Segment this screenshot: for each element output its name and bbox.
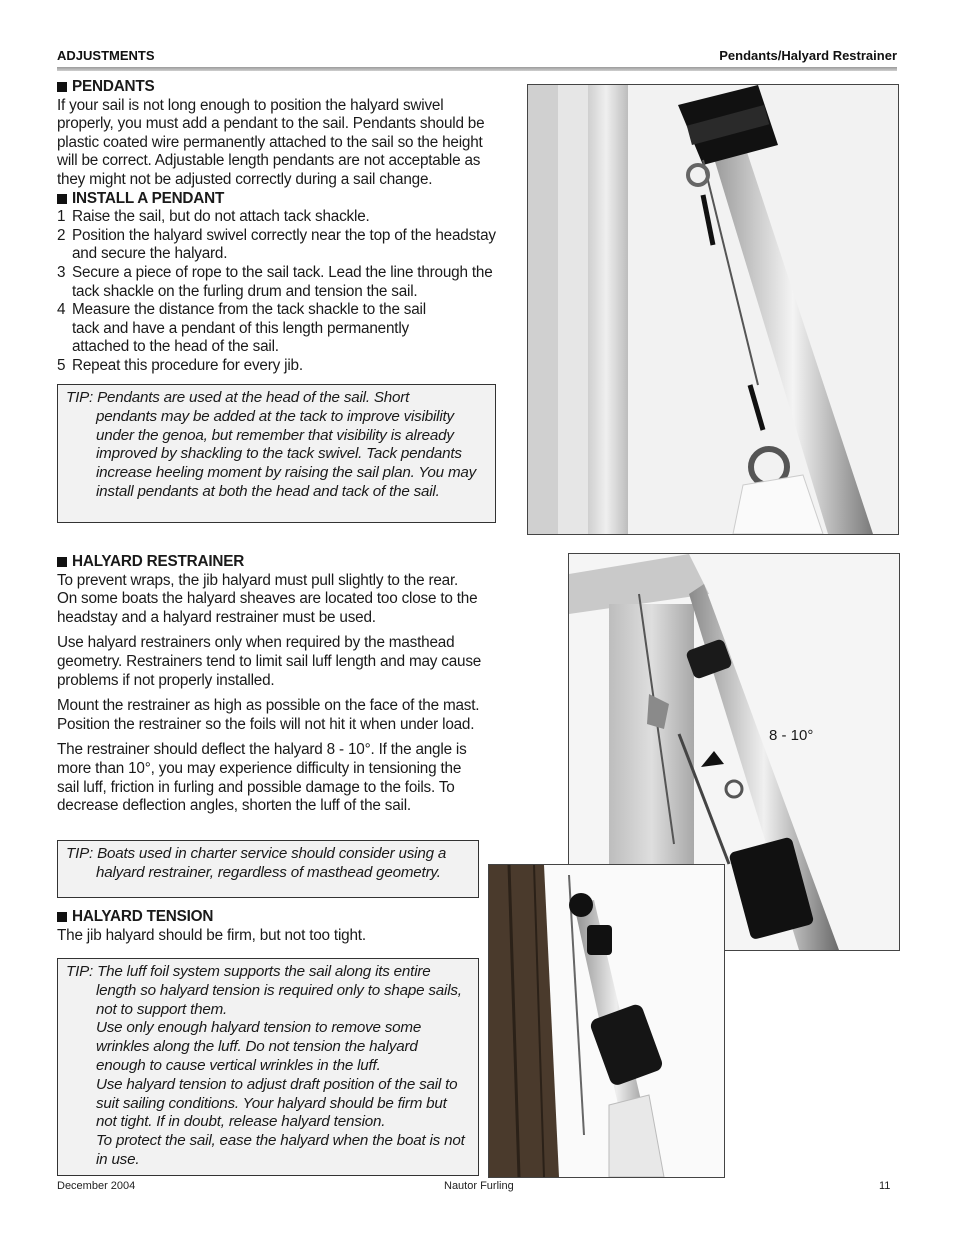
topic-header: Pendants/Halyard Restrainer xyxy=(719,48,897,63)
restrainer-closeup-photo xyxy=(488,864,725,1178)
install-steps xyxy=(57,208,497,375)
tension-heading: HALYARD TENSION xyxy=(57,908,482,927)
install-step: 5 Repeat this procedure for every jib. xyxy=(57,356,303,374)
tip-tension: TIP: The luff foil system supports the sail along its entire length so halyard tension is required only to shape sails, not to support them. Use only enough halyard tension to remove some wrinkles along the luff. Do not tension the halyard enough to cause vertical wrinkles in the luff. Use halyard tension to adjust draft position of the sail to suit sailing conditions. Your halyard should be firm but not tight. If in doubt, release halyard tension. To protect the sail, ease the halyard when the boat is not in use. xyxy=(57,958,479,1176)
restrainer-p1: To prevent wraps, the jib halyard must pull slightly to the rear. On some boats the halyard sheaves are located too close to the headstay and a halyard restrainer must be used. xyxy=(57,571,478,626)
install-step: 4 Measure the distance from the tack shackle to the sail tack and have a pendant of this length permanently attached to the head of the sail. xyxy=(57,301,426,356)
install-heading: INSTALL A PENDANT xyxy=(57,190,497,209)
footer-date: December 2004 xyxy=(57,1180,136,1192)
footer-title: Nautor Furling xyxy=(444,1180,514,1192)
restrainer-p2: Use halyard restrainers only when required by the masthead geometry. Restrainers tend to limit sail luff length and may cause problems if not properly installed. xyxy=(57,634,482,689)
tension-body: The jib halyard should be firm, but not too tight. xyxy=(57,926,366,944)
restrainer-heading: HALYARD RESTRAINER xyxy=(57,553,482,572)
install-step: 1 Raise the sail, but do not attach tack shackle. xyxy=(57,208,370,226)
pendant-photo xyxy=(527,84,899,535)
tip-pendants: TIP: Pendants are used at the head of the sail. Short pendants may be added at the tack to improve visibility under the genoa, but remember that visibility is already improved by shackling to the tack swivel. Tack pendants increase heeling moment by raising the sail plan. You may install pendants at both the head and tack of the sail. xyxy=(57,384,496,523)
restrainer-p3: Mount the restrainer as high as possible on the face of the mast. Position the restrainer so the foils will not hit it when under load. xyxy=(57,697,480,733)
tip-charter: TIP: Boats used in charter service should consider using a halyard restrainer, regardless of masthead geometry. xyxy=(57,840,479,898)
restrainer-p4: The restrainer should deflect the halyard 8 - 10°. If the angle is more than 10°, you may experience difficulty in tensioning the sail luff, friction in furling and possible damage to the foils. To decrease deflection angles, shorten the luff of the sail. xyxy=(57,741,467,815)
section-header: ADJUSTMENTS xyxy=(57,48,155,63)
square-bullet-icon xyxy=(57,194,67,204)
pendants-body: If your sail is not long enough to position the halyard swivel properly, you must add a pendant to the sail. Pendants should be plastic coated wire permanently attached to the sail so the height will be correct. Adjustable length pendants are not acceptable as they might not be adjusted correctly during a sail change. xyxy=(57,96,485,188)
square-bullet-icon xyxy=(57,912,67,922)
restrainer-section xyxy=(57,553,482,816)
header-rule xyxy=(57,67,897,71)
install-step: 3 Secure a piece of rope to the sail tack. Lead the line through the tack shackle on the furling drum and tension the sail. xyxy=(57,263,493,300)
page-number: 11 xyxy=(879,1180,891,1192)
install-step: 2 Position the halyard swivel correctly near the top of the headstay and secure the halyard. xyxy=(57,226,496,263)
pendants-section xyxy=(57,78,497,376)
square-bullet-icon xyxy=(57,82,67,92)
pendants-heading: PENDANTS xyxy=(57,78,497,97)
square-bullet-icon xyxy=(57,557,67,567)
tension-section xyxy=(57,908,482,945)
angle-label: 8 - 10° xyxy=(769,727,814,744)
